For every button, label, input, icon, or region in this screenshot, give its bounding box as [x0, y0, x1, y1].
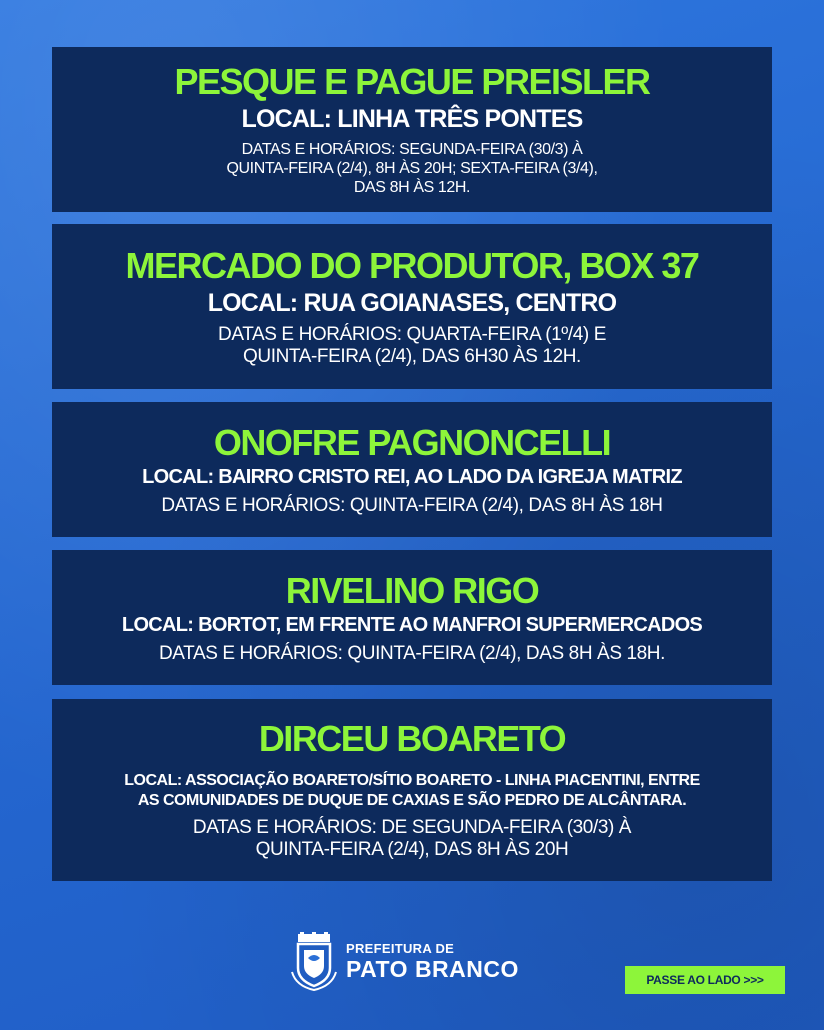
card-title: DIRCEU BOARETO: [258, 718, 566, 759]
card-location: LOCAL: BORTOT, EM FRENTE AO MANFROI SUPERMERCADOS: [121, 613, 703, 636]
brand-big-text: PATO BRANCO: [346, 956, 519, 982]
brand-text: [346, 942, 519, 982]
brand-small-text: PREFEITURA DE: [346, 941, 455, 956]
card-dirceu-boareto: [52, 699, 772, 881]
card-location: LOCAL: RUA GOIANASES, CENTRO: [207, 288, 617, 317]
card-title: PESQUE E PAGUE PREISLER: [174, 61, 650, 102]
card-pesque-e-pague-preisler: [52, 47, 772, 212]
card-title: ONOFRE PAGNONCELLI: [213, 421, 611, 463]
card-onofre-pagnoncelli: [52, 402, 772, 537]
card-title: RIVELINO RIGO: [285, 569, 539, 611]
card-schedule: DATAS E HORÁRIOS: QUARTA-FEIRA (1º/4) E QUINTA-FEIRA (2/4), DAS 6H30 ÀS 12H.: [218, 323, 606, 367]
card-location: LOCAL: LINHA TRÊS PONTES: [241, 105, 583, 133]
card-location: LOCAL: ASSOCIAÇÃO BOARETO/SÍTIO BOARETO - LINHA PIACENTINI, ENTRE AS COMUNIDADES DE DUQUE DE CAXIAS E SÃO PEDRO DE ALCÂNTARA.: [124, 772, 700, 809]
coat-of-arms-icon: [290, 932, 338, 992]
card-location: LOCAL: BAIRRO CRISTO REI, AO LADO DA IGREJA MATRIZ: [142, 465, 682, 488]
card-schedule: DATAS E HORÁRIOS: DE SEGUNDA-FEIRA (30/3) À QUINTA-FEIRA (2/4), DAS 8H ÀS 20H: [192, 817, 632, 860]
card-schedule: DATAS E HORÁRIOS: QUINTA-FEIRA (2/4), DAS 8H ÀS 18H: [161, 494, 663, 516]
card-rivelino-rigo: [52, 550, 772, 685]
card-schedule: DATAS E HORÁRIOS: QUINTA-FEIRA (2/4), DAS 8H ÀS 18H.: [158, 642, 666, 664]
card-title: MERCADO DO PRODUTOR, BOX 37: [125, 244, 699, 286]
card-mercado-do-produtor: [52, 224, 772, 389]
swipe-next-button[interactable]: PASSE AO LADO >>>: [625, 966, 785, 994]
card-schedule: DATAS E HORÁRIOS: SEGUNDA-FEIRA (30/3) À QUINTA-FEIRA (2/4), 8H ÀS 20H; SEXTA-FEIRA (3/4), DAS 8H ÀS 12H.: [226, 141, 598, 196]
prefeitura-logo: [290, 932, 519, 992]
